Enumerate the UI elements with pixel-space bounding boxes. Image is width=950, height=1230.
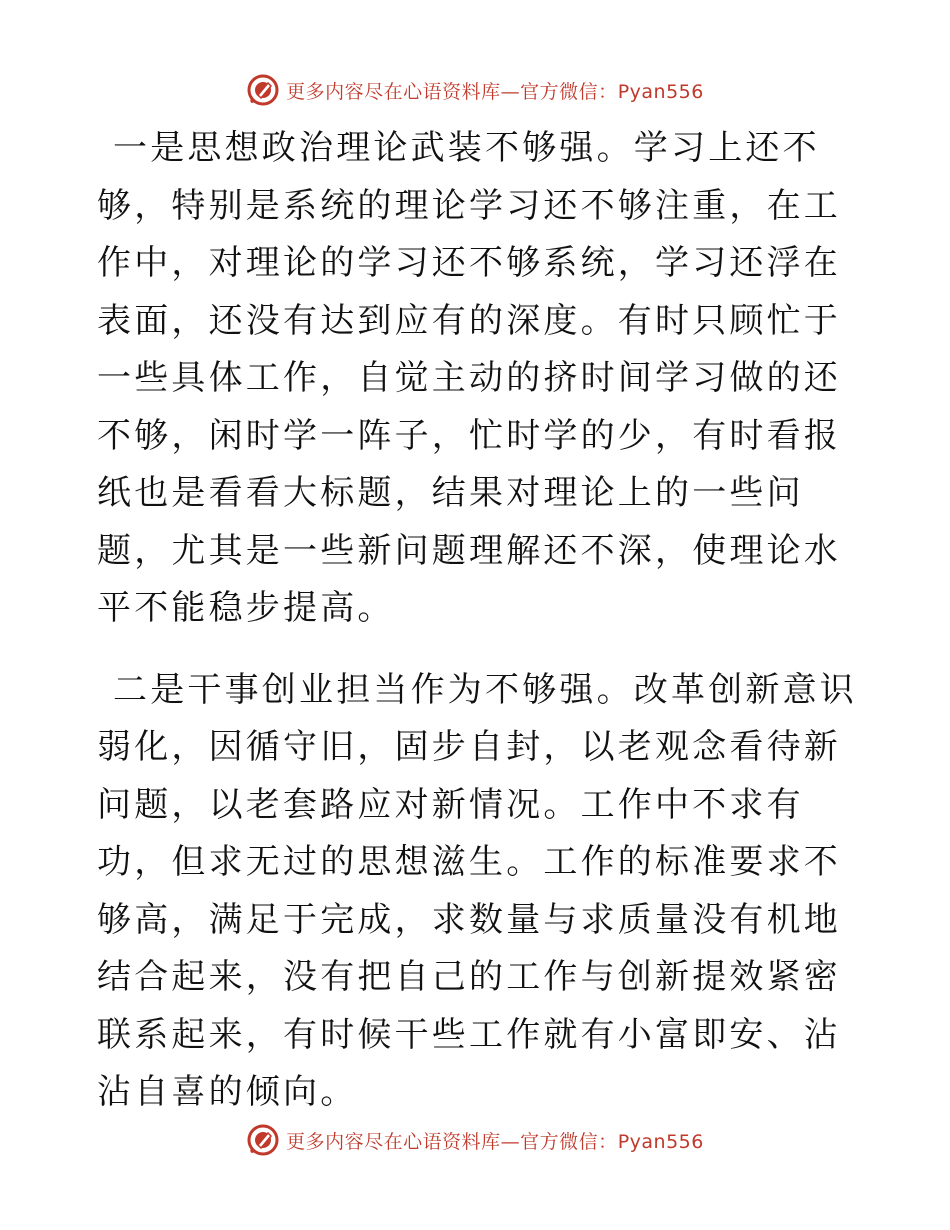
header-banner-main: 更多内容尽在心语资料库 bbox=[286, 80, 501, 103]
footer-banner-main: 更多内容尽在心语资料库 bbox=[286, 1130, 501, 1153]
pen-nib-circle-icon bbox=[246, 73, 280, 107]
header-banner bbox=[0, 70, 950, 110]
header-wechat-label: 官方微信： bbox=[520, 80, 618, 103]
footer-banner bbox=[0, 1120, 950, 1160]
header-wechat-id: Pyan556 bbox=[617, 80, 704, 103]
paragraph-1-text: 一是思想政治理论武装不够强。学习上还不够，特别是系统的理论学习还不够注重，在工作中，对理论的学习还不够系统，学习还浮在表面，还没有达到应有的深度。有时只顾忙于一些具体工作，自觉主动的挤时间学习做的还不够，闲时学一阵子，忙时学的少，有时看报纸也是看看大标题，结果对理论上的一些问题，尤其是一些新问题理解还不深，使理论水平不能稳步提高。 bbox=[97, 128, 841, 628]
footer-banner-separator: — bbox=[500, 1130, 521, 1153]
header-banner-separator: — bbox=[500, 80, 521, 103]
footer-wechat-id: Pyan556 bbox=[617, 1130, 704, 1153]
paragraph-2 bbox=[97, 662, 857, 1122]
pen-nib-circle-icon bbox=[246, 1123, 280, 1157]
paragraph-1 bbox=[97, 120, 857, 638]
footer-banner-text bbox=[286, 1127, 704, 1154]
header-banner-text bbox=[286, 77, 704, 104]
footer-wechat-label: 官方微信： bbox=[520, 1130, 618, 1153]
paragraph-2-text: 二是干事创业担当作为不够强。改革创新意识弱化，因循守旧，固步自封，以老观念看待新问题，以老套路应对新情况。工作中不求有功，但求无过的思想滋生。工作的标准要求不够高，满足于完成，求数量与求质量没有机地结合起来，没有把自己的工作与创新提效紧密联系起来，有时候干些工作就有小富即安、沾沾自喜的倾向。 bbox=[97, 669, 857, 1112]
document-body bbox=[97, 120, 857, 1122]
